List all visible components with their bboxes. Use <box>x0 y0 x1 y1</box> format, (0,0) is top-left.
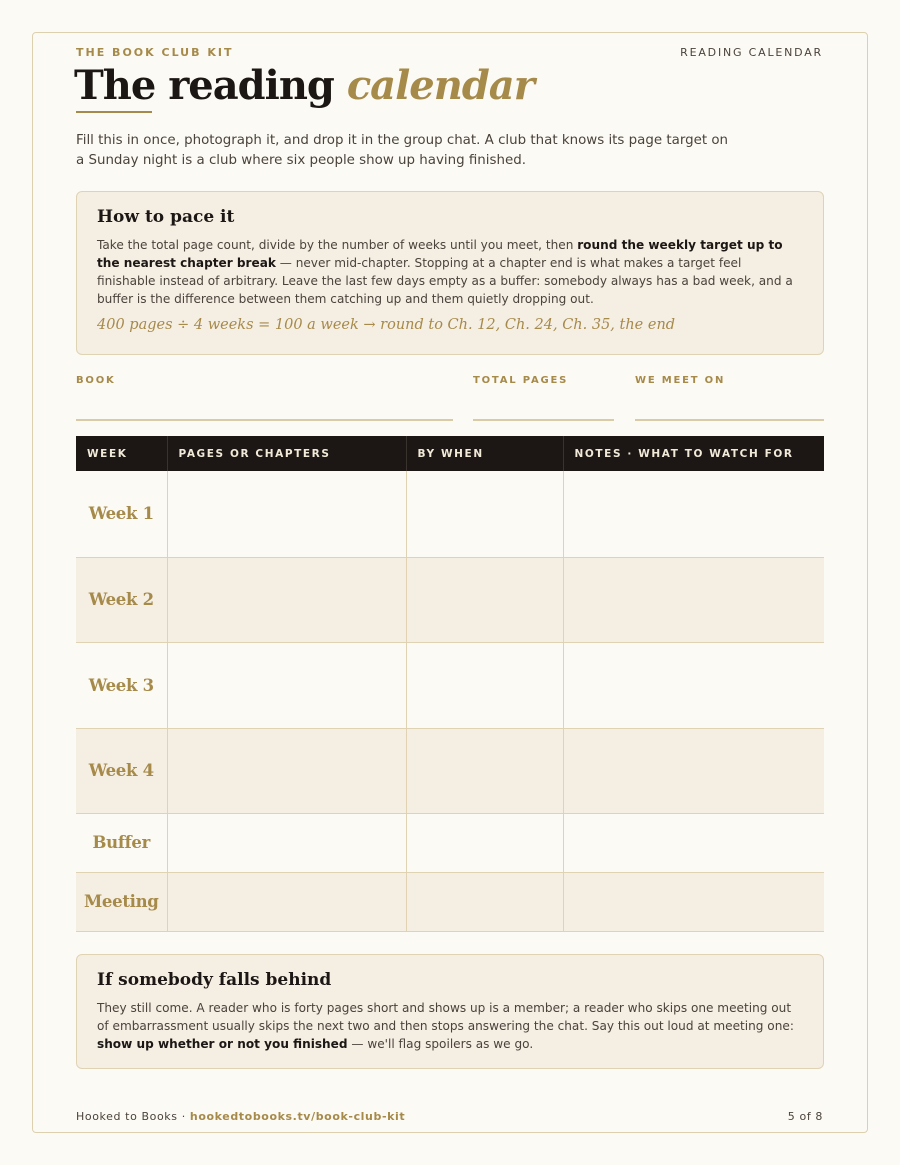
behind-text-2: — we'll flag spoilers as we go. <box>347 1037 534 1051</box>
table-row <box>76 728 824 813</box>
footer-url-link[interactable]: hookedtobooks.tv/book-club-kit <box>189 1110 406 1123</box>
row-label: Buffer <box>76 813 167 872</box>
pace-formula: 400 pages ÷ 4 weeks = 100 a week → round to Ch. 12, Ch. 24, Ch. 35, the end <box>97 317 676 333</box>
by-when-cell[interactable] <box>406 471 563 557</box>
row-label: Week 4 <box>76 728 167 813</box>
pages-cell[interactable] <box>167 557 406 642</box>
row-label: Week 2 <box>76 557 167 642</box>
falls-behind-callout <box>76 954 824 1069</box>
notes-cell[interactable] <box>563 872 824 931</box>
by-when-cell[interactable] <box>406 642 563 728</box>
by-when-cell[interactable] <box>406 728 563 813</box>
total-pages-field-label: TOTAL PAGES <box>473 375 569 386</box>
pace-text-bold: round the weekly target up to the nearest chapter break <box>97 238 783 270</box>
table-row <box>76 557 824 642</box>
footer-credit <box>76 1110 405 1123</box>
header-notes: NOTES · WHAT TO WATCH FOR <box>563 436 824 471</box>
by-when-cell[interactable] <box>406 872 563 931</box>
pages-cell[interactable] <box>167 728 406 813</box>
reading-calendar-table <box>76 436 824 932</box>
header-week: WEEK <box>76 436 167 471</box>
total-pages-field-line[interactable] <box>473 419 614 421</box>
behind-text-bold: show up whether or not you finished <box>97 1037 348 1051</box>
by-when-cell[interactable] <box>406 813 563 872</box>
page-number: 5 of 8 <box>787 1110 823 1123</box>
page-title-main: The reading <box>74 62 347 109</box>
pace-heading: How to pace it <box>97 207 235 227</box>
row-label: Week 1 <box>76 471 167 557</box>
pages-cell[interactable] <box>167 471 406 557</box>
header-by-when: BY WHEN <box>406 436 563 471</box>
title-underline <box>76 111 152 113</box>
notes-cell[interactable] <box>563 557 824 642</box>
book-field-line[interactable] <box>76 419 453 421</box>
table-row <box>76 471 824 557</box>
row-label: Week 3 <box>76 642 167 728</box>
book-field-label: BOOK <box>76 375 116 386</box>
table-row <box>76 642 824 728</box>
notes-cell[interactable] <box>563 813 824 872</box>
intro-paragraph: Fill this in once, photograph it, and drop it in the group chat. A club that knows its page target on a Sunday night is a club where six people show up having finished. <box>76 133 729 168</box>
table-row <box>76 813 824 872</box>
notes-cell[interactable] <box>563 642 824 728</box>
pace-text <box>97 236 803 308</box>
behind-heading: If somebody falls behind <box>97 970 332 990</box>
pace-text-2: — never mid-chapter. Stopping at a chapter end is what makes a target feel finishable instead of arbitrary. Leave the last few days empty as a buffer: somebody always has a bad week, and a buffer is the difference between them catching up and them quietly dropping out. <box>97 256 793 306</box>
pages-cell[interactable] <box>167 642 406 728</box>
behind-text <box>97 999 803 1053</box>
table-row <box>76 872 824 931</box>
footer-brand: Hooked to Books · <box>76 1110 190 1123</box>
pages-cell[interactable] <box>167 813 406 872</box>
meet-on-field-line[interactable] <box>635 419 824 421</box>
pages-cell[interactable] <box>167 872 406 931</box>
behind-text-1: They still come. A reader who is forty pages short and shows up is a member; a reader who skips one meeting out of embarrassment usually skips the next two and then stops answering the chat. Say this out loud at meeting one: <box>97 1001 794 1033</box>
header-pages: PAGES OR CHAPTERS <box>167 436 406 471</box>
meet-on-field-label: WE MEET ON <box>635 375 726 386</box>
page-title <box>74 62 534 109</box>
kit-eyebrow: THE BOOK CLUB KIT <box>76 46 234 59</box>
table-header-row <box>76 436 824 471</box>
by-when-cell[interactable] <box>406 557 563 642</box>
notes-cell[interactable] <box>563 728 824 813</box>
notes-cell[interactable] <box>563 471 824 557</box>
page-title-accent: calendar <box>346 62 534 109</box>
row-label: Meeting <box>76 872 167 931</box>
section-eyebrow: READING CALENDAR <box>680 46 823 59</box>
pace-callout <box>76 191 824 355</box>
pace-text-1: Take the total page count, divide by the number of weeks until you meet, then <box>97 238 578 252</box>
